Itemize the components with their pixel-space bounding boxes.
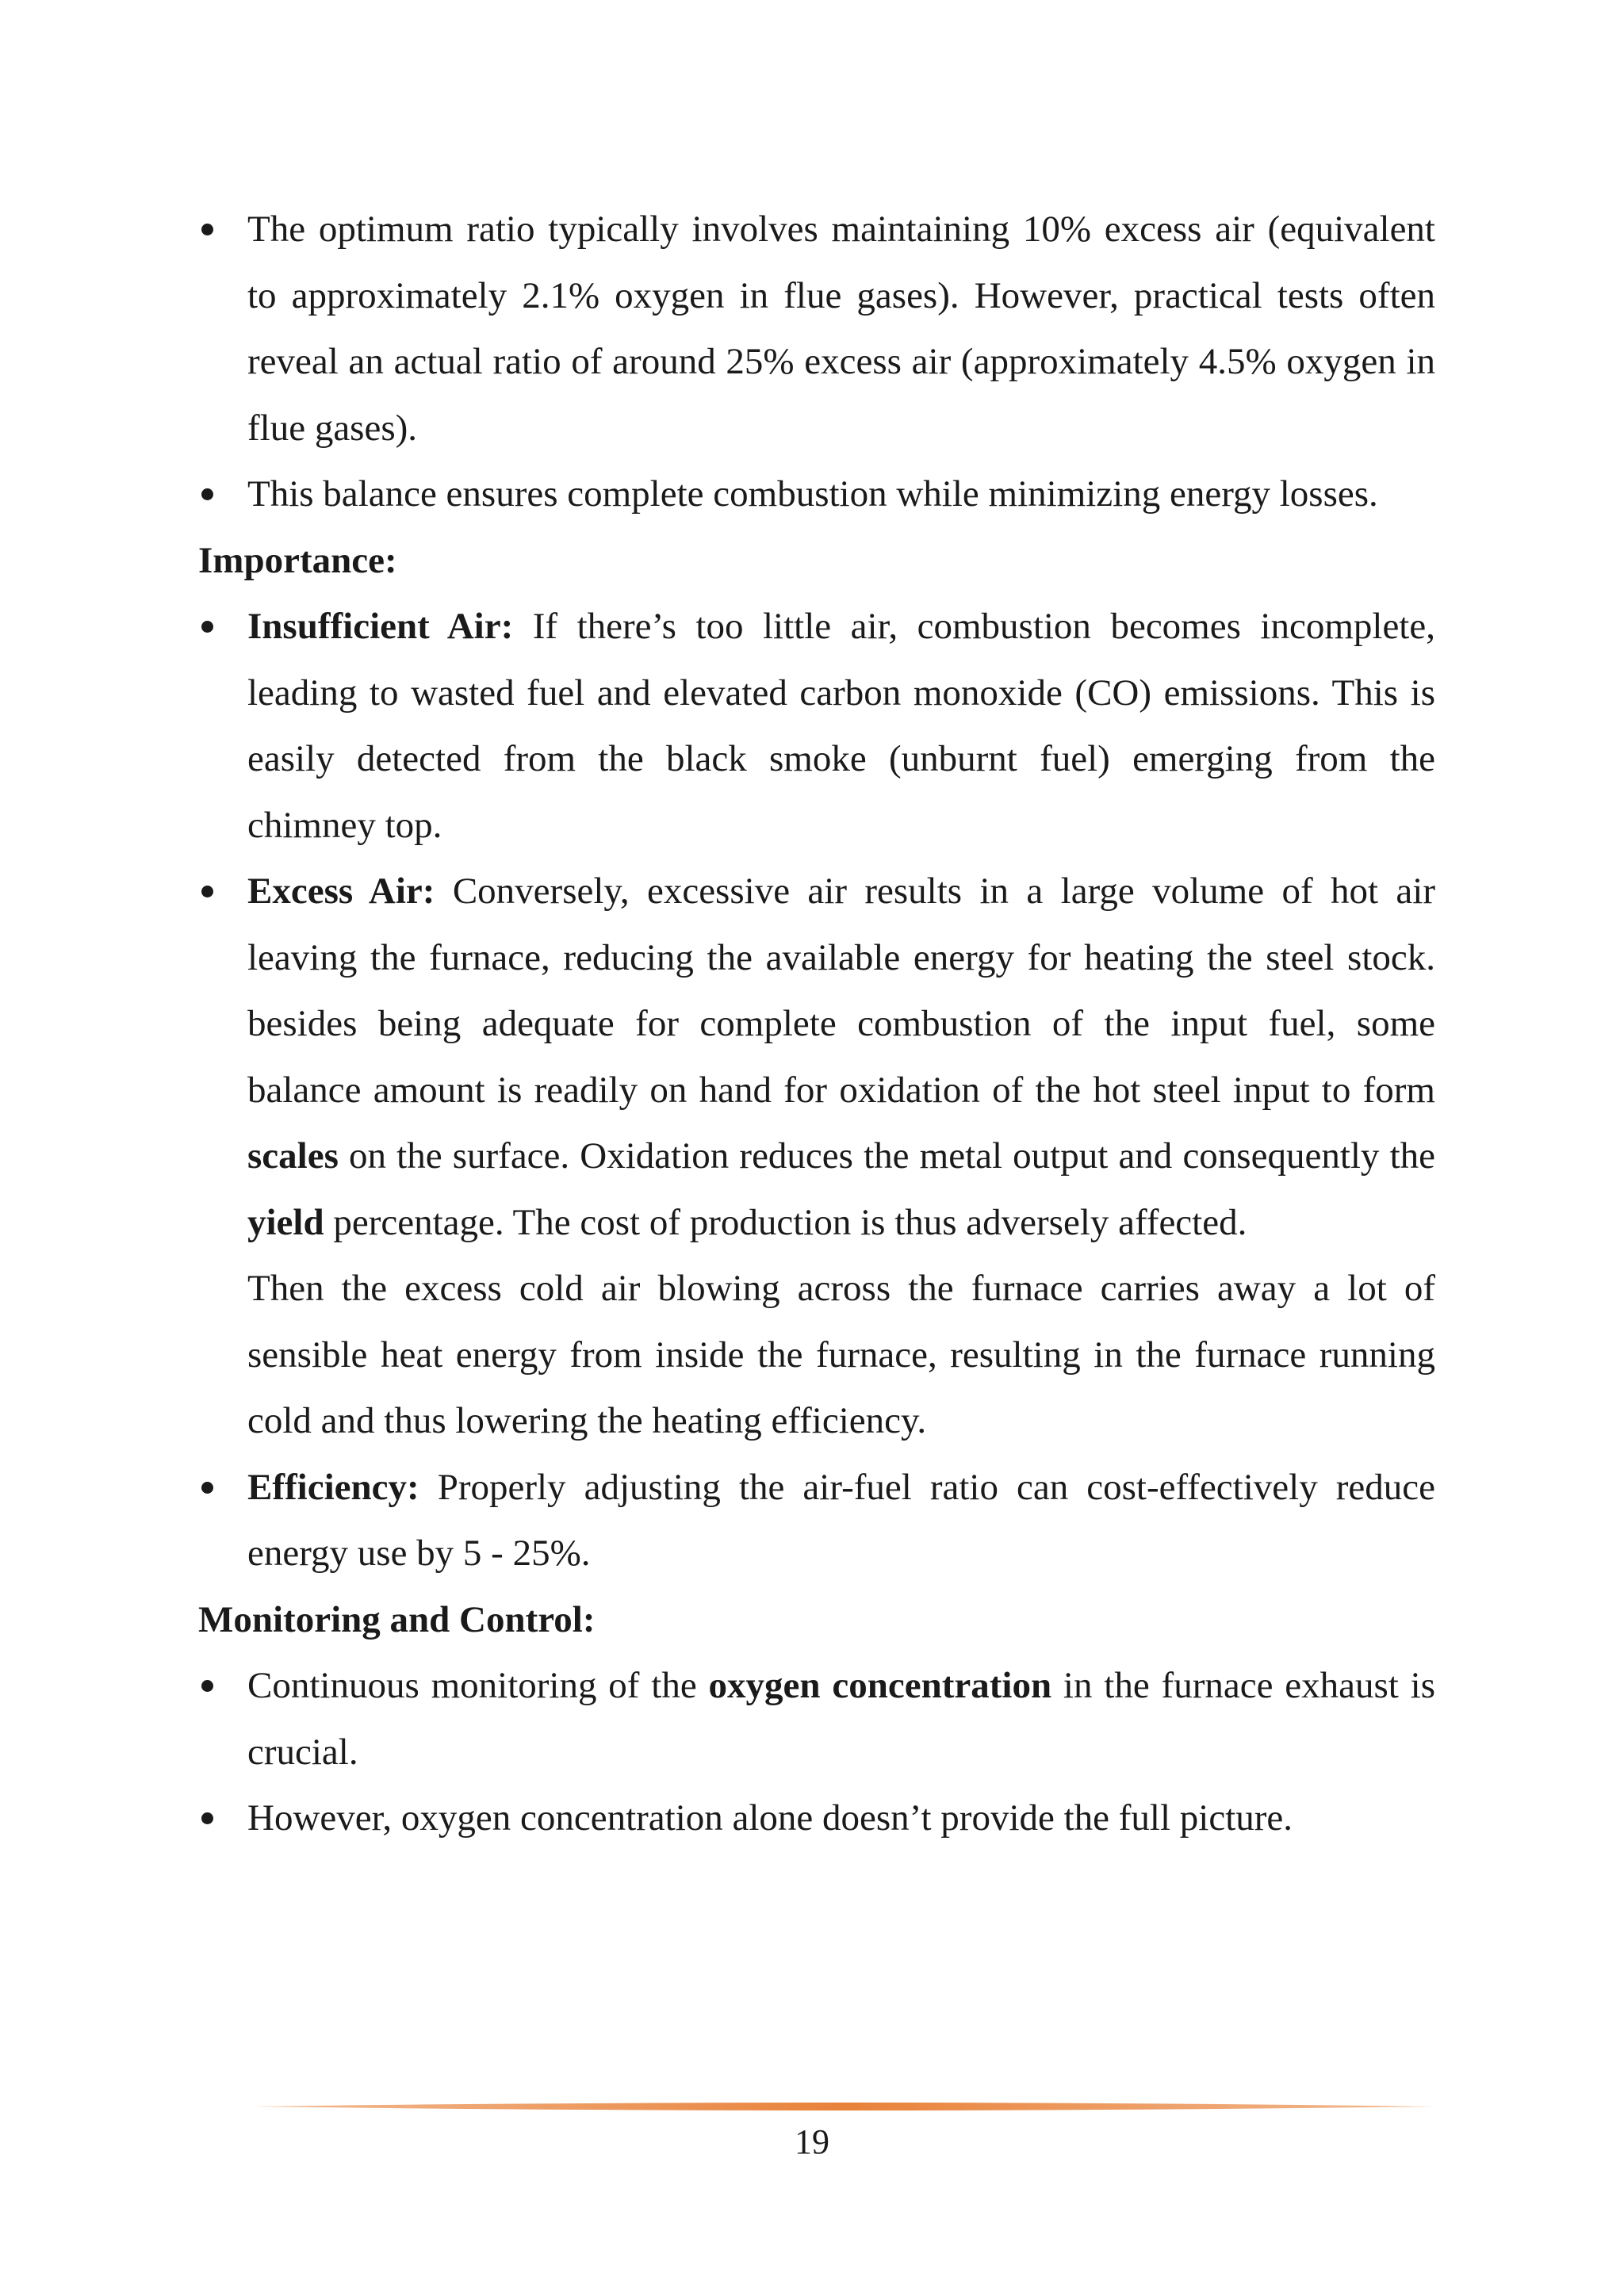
bullet-text: Properly adjusting the air-fuel ratio can cost-effectively reduce energy use by 5 - 25%. [247,1466,1435,1574]
bullet-text: This balance ensures complete combustion while minimizing energy losses. [247,473,1378,515]
list-item [198,1653,1435,1785]
bullet-text: Continuous monitoring of the [247,1665,709,1706]
bullet-icon [201,621,213,633]
bullet-icon [201,1482,213,1494]
bullet-text: Conversely, excessive air results in a large volume of hot air leaving the furnace, reducing the available energy for heating the steel stock. besides being adequate for complete combustion of the input fuel, some balance amount is readily on hand for oxidation of the hot steel input to form [247,871,1435,1111]
bullet-label: Excess Air: [247,871,435,912]
page-number: 19 [795,2122,829,2161]
list-item [198,1455,1435,1587]
list-item [198,594,1435,859]
bold-term-yield: yield [247,1201,324,1243]
bullet-list-importance [198,594,1435,1587]
list-item [198,859,1435,1455]
bullet-text: on the surface. Oxidation reduces the metal output and consequently the [338,1135,1435,1177]
bullet-icon [201,488,213,500]
bullet-text: However, oxygen concentration alone doesn’t provide the full picture. [247,1797,1293,1839]
bullet-label: Insufficient Air: [247,606,514,647]
bullet-continuation-paragraph: Then the excess cold air blowing across the furnace carries away a lot of sensible heat energy from inside the furnace, resulting in the furnace running cold and thus lowering the heating efficiency. [247,1268,1435,1441]
bullet-text: percentage. The cost of production is thus adversely affected. [324,1201,1247,1243]
bullet-icon [201,886,213,897]
bullet-icon [201,1680,213,1692]
bullet-text: The optimum ratio typically involves maintaining 10% excess air (equivalent to approximately 2.1% oxygen in flue gases). However, practical tests often reveal an actual ratio of around 25% excess air (approximately 4.5% oxygen in flue gases). [247,209,1435,449]
page-body [198,197,1435,1852]
bullet-list-intro [198,197,1435,528]
list-item [198,197,1435,461]
bold-term-scales: scales [247,1135,339,1177]
importance-heading: Importance: [198,539,397,581]
bold-term-oxygen-concentration: oxygen concentration [708,1665,1052,1706]
list-item [198,1785,1435,1852]
monitoring-heading: Monitoring and Control: [198,1598,596,1640]
bullet-icon [201,224,213,235]
bullet-icon [201,1812,213,1824]
bullet-text: in the furnace exhaust is crucial. [247,1665,1436,1773]
bullet-list-monitoring [198,1653,1435,1852]
list-item [198,461,1435,528]
footer-rule [254,2101,1435,2112]
footer-rule-shape [254,2103,1435,2110]
bullet-label: Efficiency: [247,1466,419,1508]
bullet-text: If there’s too little air, combustion becomes incomplete, leading to wasted fuel and elevated carbon monoxide (CO) emissions. This is easily detected from the black smoke (unburnt fuel) emerging from the chimney top. [247,606,1435,846]
